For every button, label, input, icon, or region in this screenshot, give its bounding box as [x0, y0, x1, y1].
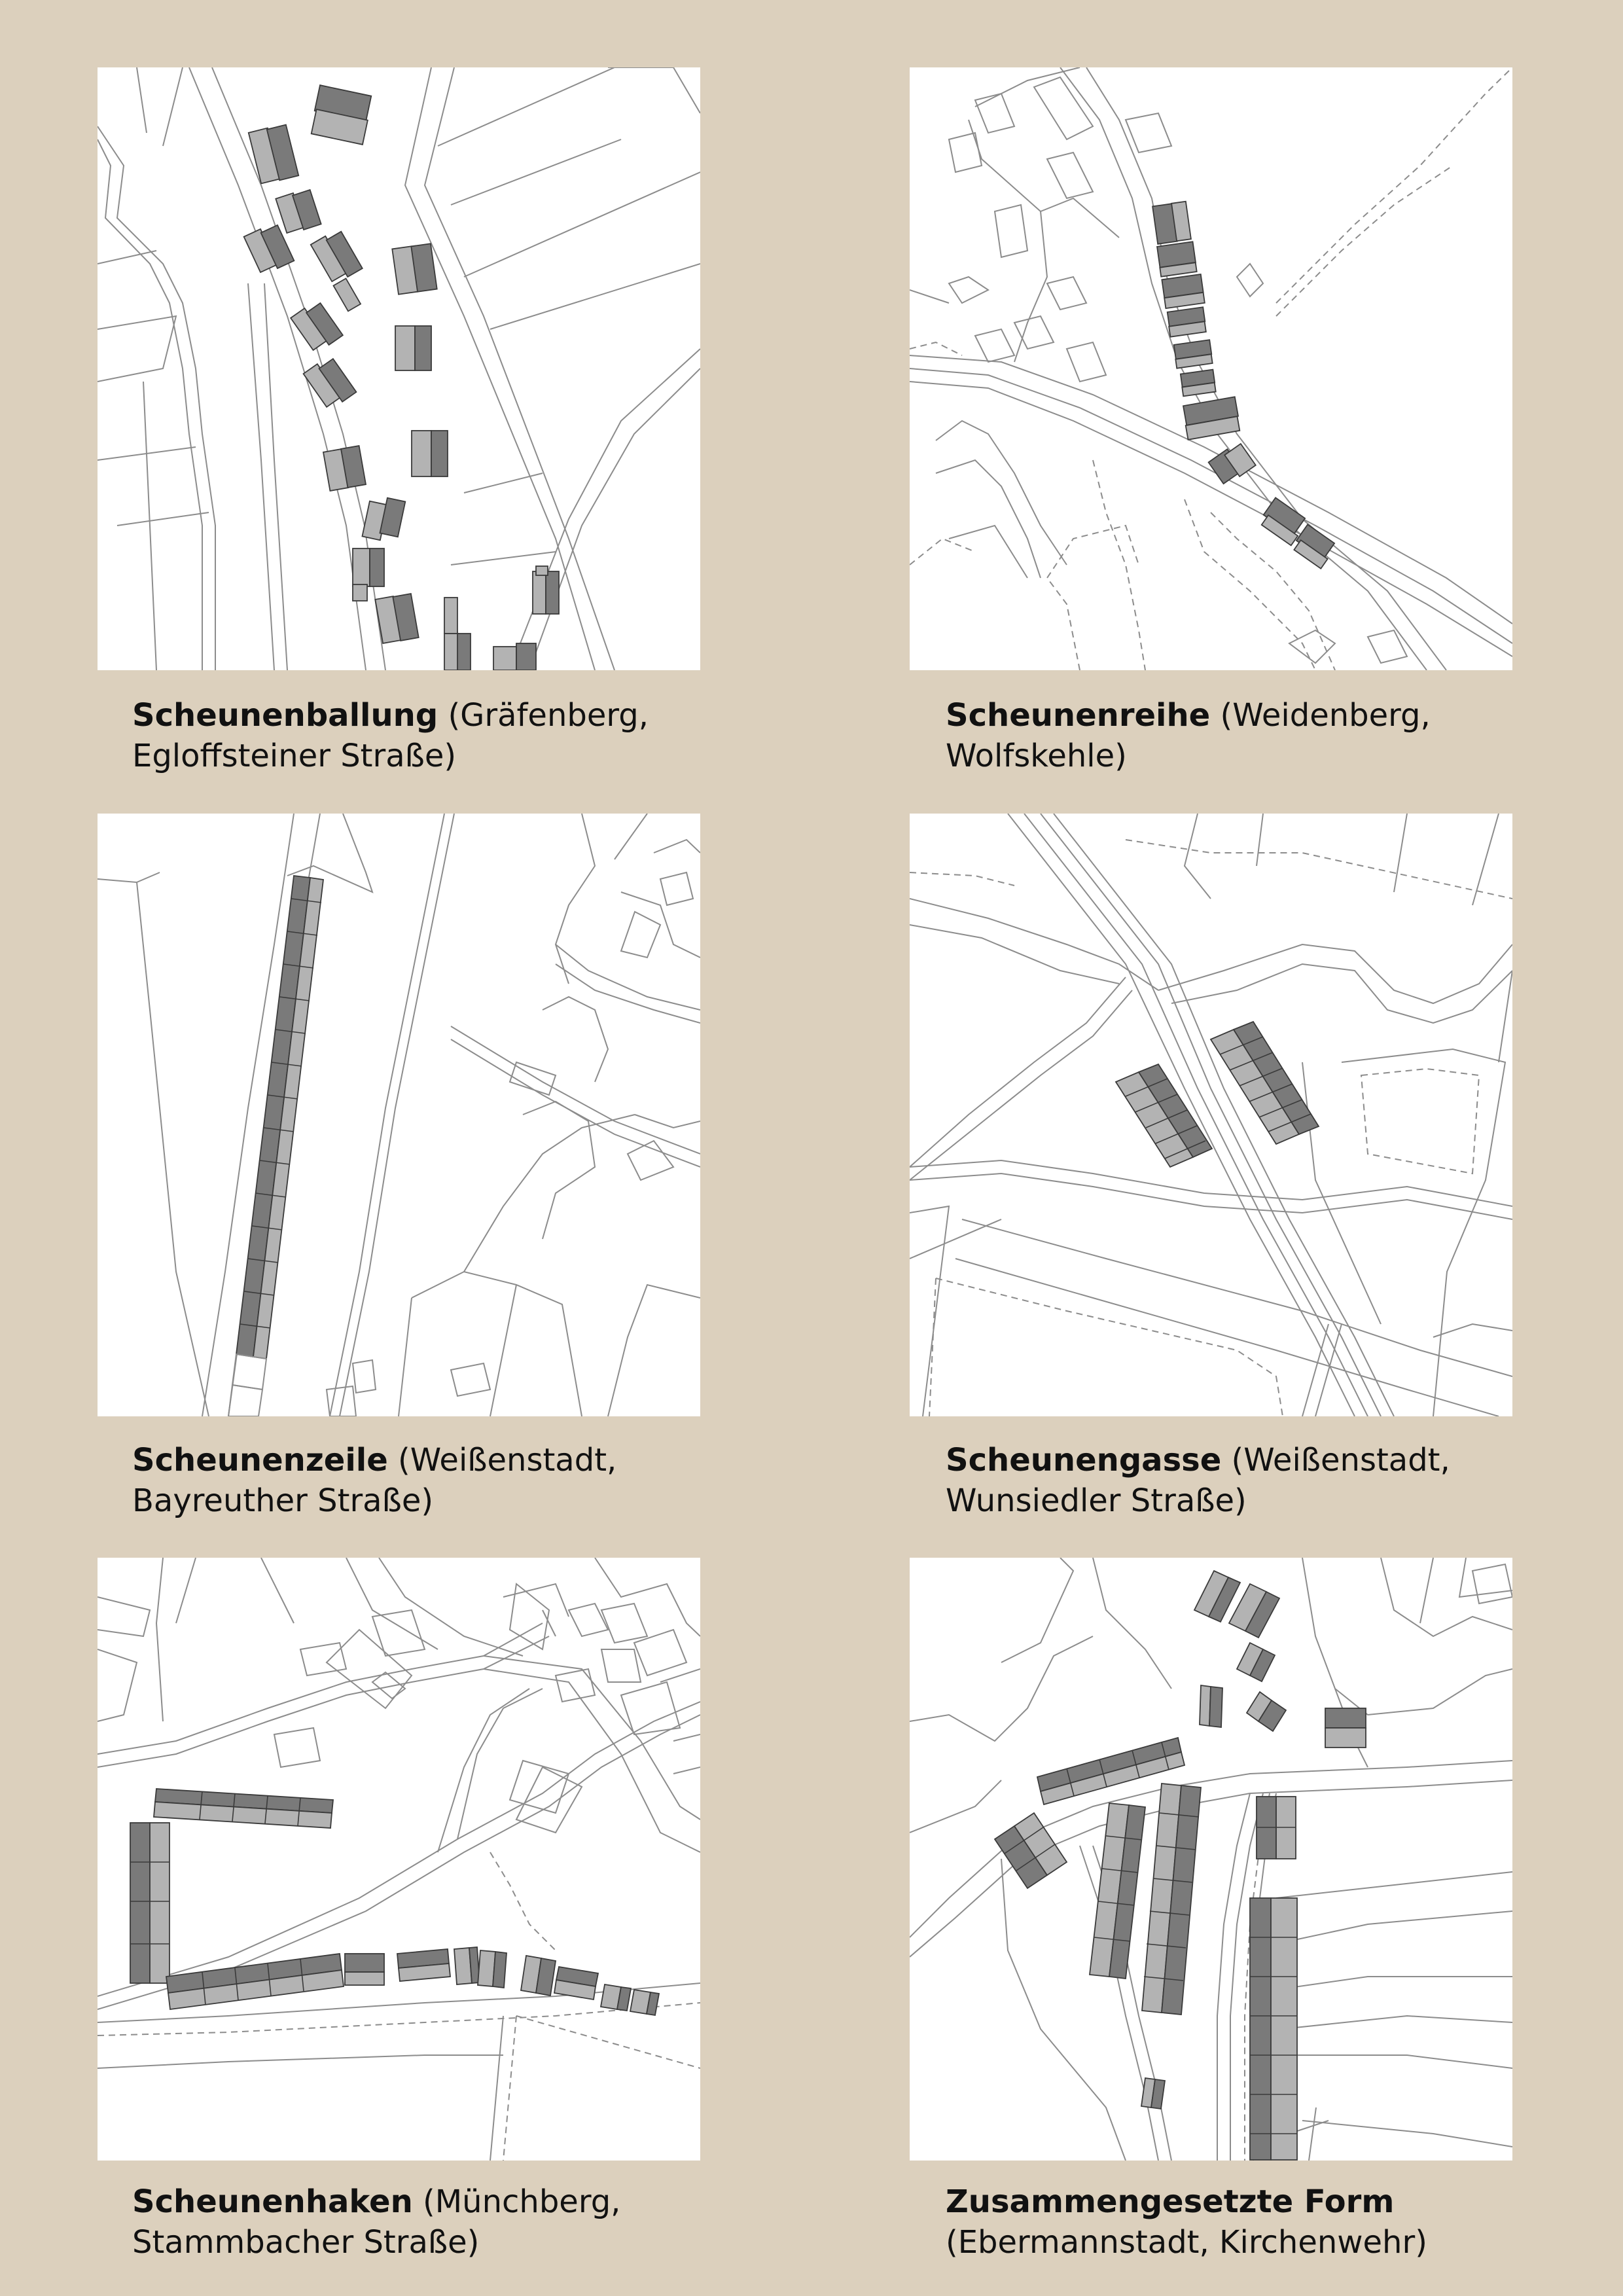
- caption-street: Wolfskehle): [946, 738, 1127, 774]
- map-scheunengasse: [910, 814, 1512, 1416]
- cadastral-plan-2: [910, 67, 1512, 670]
- caption-street: Egloffsteiner Straße): [132, 738, 457, 774]
- map-scheunenballung: [98, 67, 700, 670]
- barn-hook: [130, 1789, 659, 2015]
- caption-type: Zusammengesetzte Form: [946, 2183, 1395, 2220]
- barn-row: [1152, 202, 1334, 569]
- map-scheunenhaken: [98, 1558, 700, 2161]
- cadastral-plan-5: [98, 1558, 700, 2161]
- caption-street: (Ebermannstadt, Kirchenwehr): [946, 2224, 1427, 2261]
- caption-street: Wunsiedler Straße): [946, 1482, 1247, 1519]
- caption-type: Scheunenhaken: [132, 2183, 413, 2220]
- cadastral-plan-3: [98, 814, 700, 1416]
- caption-scheunengasse: [946, 1440, 1508, 1521]
- map-zusammengesetzte-form: [910, 1558, 1512, 2161]
- caption-type: Scheunenreihe: [946, 697, 1211, 734]
- cadastral-plan-4: [910, 814, 1512, 1416]
- caption-zusammengesetzte-form: [946, 2181, 1508, 2263]
- caption-scheunenzeile: [132, 1440, 695, 1521]
- barn-cluster: [244, 85, 559, 670]
- caption-scheunenreihe: [946, 695, 1508, 776]
- caption-place: (Weißenstadt,: [398, 1442, 617, 1479]
- caption-place: (Gräfenberg,: [448, 697, 649, 734]
- caption-street: Stammbacher Straße): [132, 2224, 480, 2261]
- caption-type: Scheunengasse: [946, 1442, 1222, 1479]
- cadastral-plan-1: [98, 67, 700, 670]
- caption-type: Scheunenballung: [132, 697, 438, 734]
- caption-place: (Münchberg,: [423, 2183, 621, 2220]
- cadastral-plan-6: [910, 1558, 1512, 2161]
- caption-place: (Weißenstadt,: [1231, 1442, 1450, 1479]
- caption-street: Bayreuther Straße): [132, 1482, 434, 1519]
- caption-scheunenhaken: [132, 2181, 695, 2263]
- map-scheunenzeile: [98, 814, 700, 1416]
- barn-composite: [995, 1571, 1366, 2160]
- map-scheunenreihe: [910, 67, 1512, 670]
- caption-scheunenballung: [132, 695, 695, 776]
- caption-type: Scheunenzeile: [132, 1442, 388, 1479]
- barn-alley: [1116, 1022, 1319, 1167]
- caption-place: (Weidenberg,: [1220, 697, 1431, 734]
